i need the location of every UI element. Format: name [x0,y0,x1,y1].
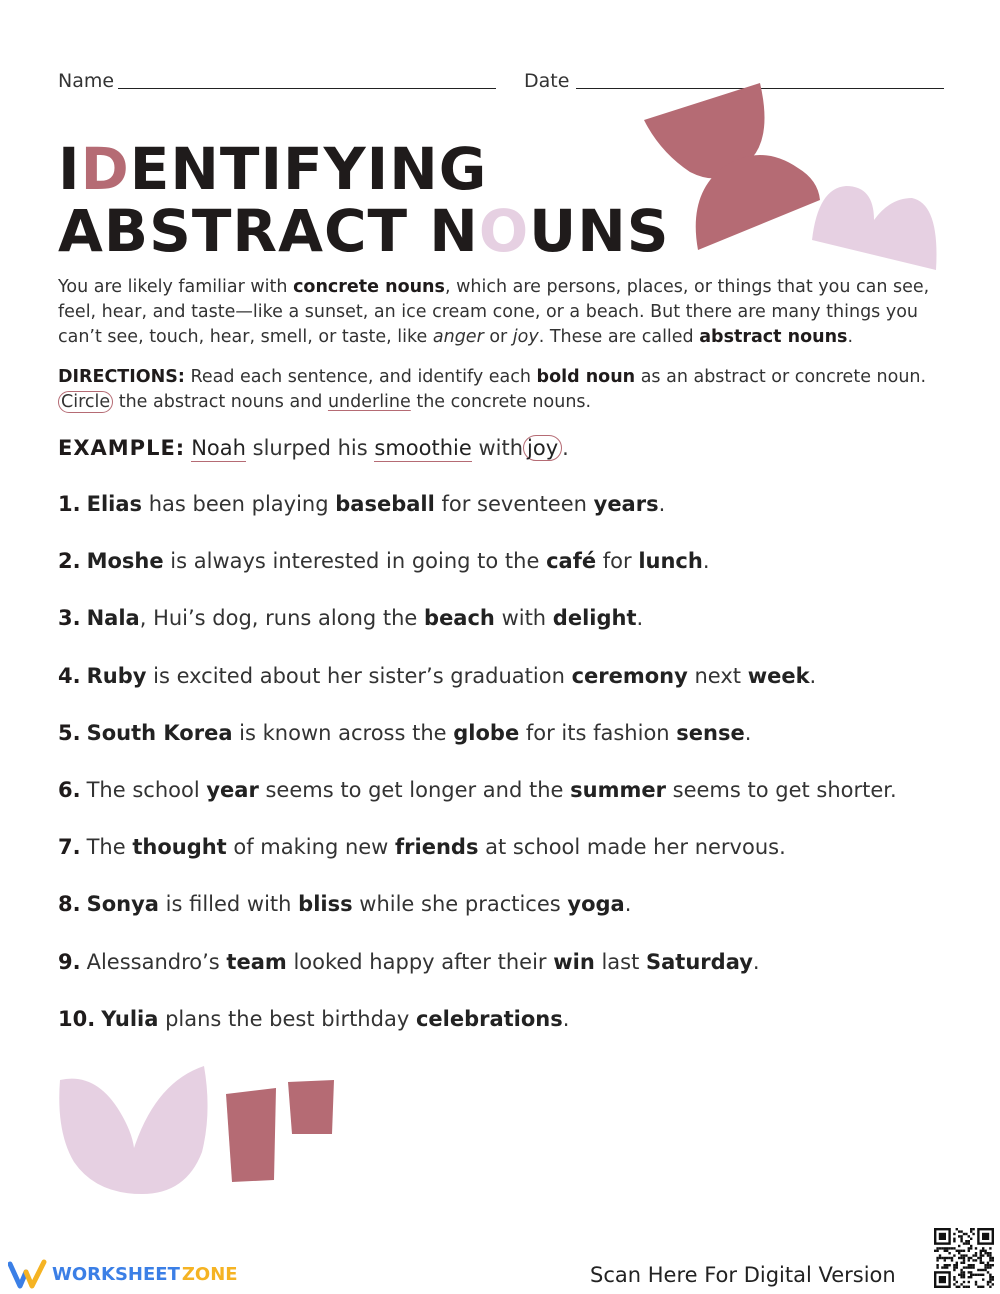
sentence-text: The school [86,778,207,802]
bold-noun[interactable]: lunch [638,549,703,574]
sentence-text: is excited about her sister’s graduation [146,663,572,688]
circle-word: Circle [58,391,113,413]
sentence-text: seems to get longer and the [258,778,571,802]
bold-noun[interactable]: baseball [335,492,435,516]
brand-name-part-1: WORKSHEET [52,1263,180,1285]
question-number: 2. [58,549,81,574]
sentence-text: with [494,606,553,631]
sentence-text: is known across the [232,720,454,745]
rose-block-shape-small [288,1080,334,1134]
sentence-text: for seventeen [434,492,594,516]
bold-noun[interactable]: team [226,949,287,974]
brand-name-part-2: ZONE [181,1263,238,1285]
sentence-text: has been playing [142,492,336,516]
question-number: 6. [58,778,81,802]
sentence-text: looked happy after their [286,949,554,974]
sentence-text: at school made her nervous. [478,835,786,860]
bold-noun[interactable]: celebrations [415,1006,563,1031]
sentence-text: . [809,663,817,688]
worksheet-zone-logo[interactable] [8,1258,238,1290]
sentence-text: . [658,492,666,516]
bold-noun[interactable]: delight [552,606,637,631]
bold-noun[interactable]: Nala [86,606,140,631]
sentence-text: plans the best birthday [158,1006,416,1031]
bold-noun[interactable]: week [747,663,810,688]
sentence-text: seems to get shorter. [665,778,897,802]
question-item [58,721,751,745]
question-item [58,492,665,516]
bold-noun[interactable]: sense [676,720,745,745]
example-label: EXAMPLE: [58,436,186,460]
page-title-line-2: ABSTRACT NOUNS [58,197,670,265]
question-number: 3. [58,606,81,631]
rose-block-shape [226,1088,276,1182]
sentence-text: , Hui’s dog, runs along the [139,606,425,631]
bold-noun[interactable]: year [206,778,259,802]
sentence-text: for its fashion [519,720,677,745]
sentence-text: Alessandro’s [86,949,227,974]
question-number: 8. [58,892,81,917]
sentence-text: . [702,549,710,574]
bold-noun[interactable]: beach [424,606,495,631]
question-item [58,835,786,859]
question-item [58,1007,569,1031]
sentence-text: . [562,1006,570,1031]
sentence-text: for [596,549,639,574]
bold-noun[interactable]: bliss [298,892,353,917]
question-item [58,892,631,916]
bold-noun[interactable]: win [553,949,595,974]
bold-noun[interactable]: café [546,549,597,574]
name-label: Name [58,70,115,92]
bold-noun[interactable]: friends [395,835,479,860]
bold-noun[interactable]: Sonya [86,892,159,917]
intro-paragraph: You are likely familiar with concrete nouns, which are persons, places, or things that you can see, feel, hear, and taste—like a sunset, an ice cream cone, or a beach. But there are many things you can’t see, touch, hear, smell, or taste, like anger or joy. These are called abstract nouns. [58,277,930,347]
decorative-shapes-top [630,80,950,280]
bold-noun[interactable]: years [593,492,659,516]
sentence-text: next [687,663,748,688]
name-field-line[interactable] [118,88,496,89]
logo-w-icon [8,1258,48,1290]
question-number: 9. [58,949,81,974]
sentence-text: . [624,892,632,917]
question-item [58,778,897,802]
underline-word: underline [327,392,411,412]
bold-noun[interactable]: yoga [567,892,625,917]
sentence-text: of making new [226,835,396,860]
question-number: 4. [58,663,81,688]
bold-noun[interactable]: South Korea [86,720,233,745]
bold-noun[interactable]: Saturday [646,949,753,974]
question-item [58,549,710,573]
sentence-text: last [594,949,647,974]
directions-label: DIRECTIONS: [58,367,185,387]
bold-noun[interactable]: thought [132,835,227,860]
sentence-text: . [744,720,752,745]
pink-heart-shape [812,186,937,270]
pink-tulip-shape [59,1066,207,1194]
example-sentence: EXAMPLE: Noah slurped his smoothie with joy . [58,436,569,460]
directions-paragraph: DIRECTIONS: Read each sentence, and identify each bold noun as an abstract or concrete noun. Circle the abstract nouns and underline the concrete nouns. [58,367,927,412]
sentence-text: while she practices [352,892,568,917]
bold-noun[interactable]: Ruby [86,663,147,688]
sentence-text: is filled with [158,892,299,917]
question-item [58,664,816,688]
bold-noun[interactable]: Moshe [86,549,164,574]
decorative-shapes-bottom [56,1062,346,1202]
sentence-text: . [752,949,760,974]
scan-instruction: Scan Here For Digital Version [590,1263,896,1287]
page-title-line-1: IDENTIFYING [58,135,488,203]
date-label: Date [524,70,570,92]
sentence-text: is always interested in going to the [163,549,547,574]
question-number: 5. [58,720,81,745]
question-item [58,950,760,974]
question-number: 1. [58,492,81,516]
bold-noun[interactable]: summer [570,778,666,802]
bold-noun[interactable]: Yulia [101,1006,159,1031]
sentence-text: . [636,606,644,631]
bold-noun[interactable]: ceremony [571,663,688,688]
bold-noun[interactable]: Elias [86,492,143,516]
question-number: 7. [58,835,81,860]
example-circled-noun: joy [523,435,562,461]
sentence-text: The [86,835,133,860]
qr-code-icon[interactable] [934,1228,994,1288]
question-number: 10. [58,1006,96,1031]
example-underlined-noun: smoothie [374,436,472,460]
bold-noun[interactable]: globe [453,720,520,745]
question-item [58,606,643,630]
example-underlined-noun: Noah [191,436,246,460]
